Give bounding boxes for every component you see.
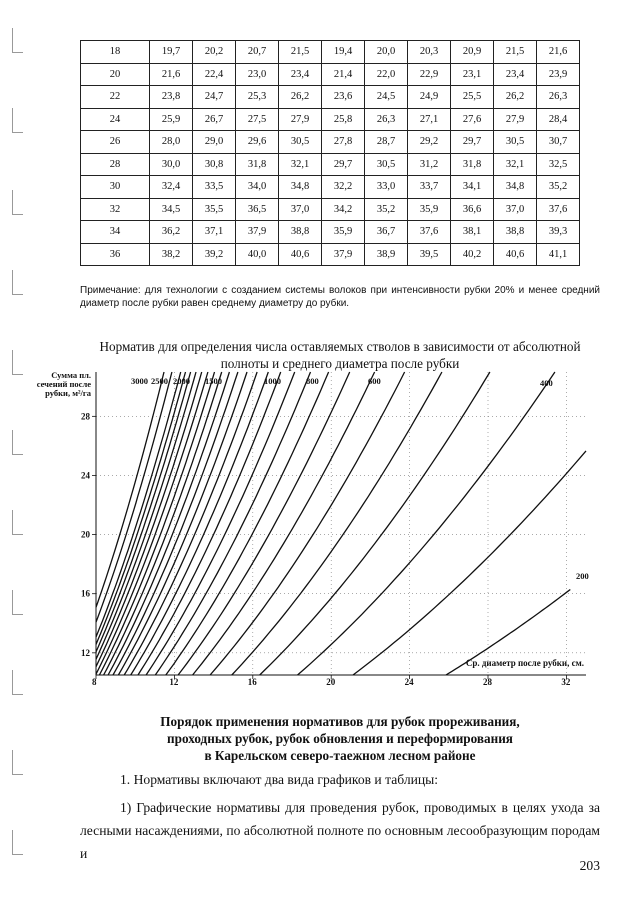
table-cell: 26,3 <box>537 86 580 109</box>
table-cell: 33,7 <box>408 176 451 199</box>
y-tick-label: 12 <box>81 647 90 658</box>
table-cell: 36,5 <box>236 198 279 221</box>
diameter-cell: 20 <box>81 63 150 86</box>
table-cell: 34,8 <box>494 176 537 199</box>
table-cell: 35,2 <box>537 176 580 199</box>
table-cell: 29,6 <box>236 131 279 154</box>
table-cell: 37,9 <box>236 221 279 244</box>
y-axis-label: сечений после <box>36 379 91 389</box>
table-row <box>81 243 580 266</box>
table-cell: 21,5 <box>494 41 537 64</box>
table-cell: 23,4 <box>494 63 537 86</box>
section-heading-line: Порядок применения нормативов для рубок прореживания, <box>160 714 520 729</box>
table-row <box>81 86 580 109</box>
table-cell: 28,7 <box>365 131 408 154</box>
table-cell: 30,5 <box>365 153 408 176</box>
table-cell: 27,5 <box>236 108 279 131</box>
x-tick-label: 20 <box>326 677 336 687</box>
table-row <box>81 176 580 199</box>
table-cell: 38,8 <box>494 221 537 244</box>
table-cell: 23,0 <box>236 63 279 86</box>
table-cell: 19,7 <box>150 41 193 64</box>
table-cell: 32,2 <box>322 176 365 199</box>
y-tick-label: 24 <box>81 470 90 481</box>
table-row <box>81 131 580 154</box>
table-cell: 32,5 <box>537 153 580 176</box>
table-cell: 40,0 <box>236 243 279 266</box>
binder-mark <box>12 750 23 775</box>
table-cell: 35,5 <box>193 198 236 221</box>
table-note: Примечание: для технологии с созданием системы волоков при интенсивности рубки 20% и менее средний диаметр после рубки равен среднему диаметру до рубки. <box>80 285 600 309</box>
table-cell: 34,8 <box>279 176 322 199</box>
table-cell: 34,1 <box>451 176 494 199</box>
table-cell: 38,9 <box>365 243 408 266</box>
table-cell: 33,5 <box>193 176 236 199</box>
table-cell: 37,0 <box>494 198 537 221</box>
table-cell: 25,5 <box>451 86 494 109</box>
section-heading-line: проходных рубок, рубок обновления и переформирования <box>167 731 513 746</box>
table-cell: 23,8 <box>150 86 193 109</box>
table-cell: 32,4 <box>150 176 193 199</box>
table-cell: 20,2 <box>193 41 236 64</box>
table-row <box>81 63 580 86</box>
table-row <box>81 221 580 244</box>
table-cell: 38,2 <box>150 243 193 266</box>
table-cell: 36,2 <box>150 221 193 244</box>
table-cell: 39,3 <box>537 221 580 244</box>
table-cell: 27,1 <box>408 108 451 131</box>
diameter-cell: 22 <box>81 86 150 109</box>
table-cell: 41,1 <box>537 243 580 266</box>
table-cell: 24,7 <box>193 86 236 109</box>
table-cell: 26,7 <box>193 108 236 131</box>
curve-label: 800 <box>306 376 319 386</box>
y-tick-label: 20 <box>81 529 90 540</box>
x-tick-label: 16 <box>247 677 257 687</box>
table-cell: 23,4 <box>279 63 322 86</box>
table-cell: 32,1 <box>494 153 537 176</box>
curve-series-line <box>210 372 405 675</box>
table-cell: 37,9 <box>322 243 365 266</box>
curve-label: 400 <box>540 378 553 388</box>
curve-label: 2000 <box>173 376 190 386</box>
table-cell: 26,3 <box>365 108 408 131</box>
table-cell: 22,4 <box>193 63 236 86</box>
table-cell: 35,9 <box>322 221 365 244</box>
table-cell: 25,9 <box>150 108 193 131</box>
table-cell: 21,4 <box>322 63 365 86</box>
table-cell: 30,7 <box>537 131 580 154</box>
x-tick-label: 28 <box>483 677 492 687</box>
binder-mark <box>12 190 23 215</box>
curve-series-line <box>260 372 490 675</box>
diameter-table <box>80 40 580 266</box>
table-cell: 30,8 <box>193 153 236 176</box>
table-cell: 29,7 <box>322 153 365 176</box>
y-tick-label: 16 <box>81 588 90 599</box>
diameter-cell: 36 <box>81 243 150 266</box>
table-row <box>81 41 580 64</box>
table-cell: 21,5 <box>279 41 322 64</box>
curve-series-line <box>96 372 164 607</box>
table-cell: 22,9 <box>408 63 451 86</box>
table-cell: 25,8 <box>322 108 365 131</box>
table-cell: 38,1 <box>451 221 494 244</box>
table-cell: 19,4 <box>322 41 365 64</box>
chart-title-line: Норматив для определения числа оставляемых стволов в зависимости от абсолютной <box>99 339 581 354</box>
table-cell: 27,6 <box>451 108 494 131</box>
y-tick-label: 28 <box>81 411 90 422</box>
table-cell: 34,2 <box>322 198 365 221</box>
table-cell: 38,8 <box>279 221 322 244</box>
table-cell: 30,5 <box>494 131 537 154</box>
binder-mark <box>12 28 23 53</box>
diameter-cell: 24 <box>81 108 150 131</box>
diameter-cell: 34 <box>81 221 150 244</box>
section-heading-line: в Карельском северо-таежном лесном районе <box>204 748 476 763</box>
table-cell: 21,6 <box>150 63 193 86</box>
table-cell: 31,8 <box>236 153 279 176</box>
table-cell: 25,3 <box>236 86 279 109</box>
table-cell: 39,5 <box>408 243 451 266</box>
table-cell: 29,2 <box>408 131 451 154</box>
table-cell: 20,0 <box>365 41 408 64</box>
table-cell: 27,8 <box>322 131 365 154</box>
binder-mark <box>12 270 23 295</box>
table-cell: 37,0 <box>279 198 322 221</box>
table-cell: 39,2 <box>193 243 236 266</box>
curve-label: 1500 <box>205 376 222 386</box>
binder-mark <box>12 830 23 855</box>
table-cell: 40,2 <box>451 243 494 266</box>
diameter-cell: 32 <box>81 198 150 221</box>
table-cell: 29,0 <box>193 131 236 154</box>
curve-series-line <box>353 451 586 675</box>
curve-label: 600 <box>368 376 381 386</box>
table-cell: 24,5 <box>365 86 408 109</box>
x-tick-label: 24 <box>404 677 414 687</box>
table-cell: 31,2 <box>408 153 451 176</box>
diameter-cell: 28 <box>81 153 150 176</box>
table-cell: 36,6 <box>451 198 494 221</box>
table-cell: 30,5 <box>279 131 322 154</box>
curve-label: 200 <box>576 571 589 581</box>
table-cell: 27,9 <box>494 108 537 131</box>
curve-series-line <box>155 372 310 675</box>
table-cell: 40,6 <box>494 243 537 266</box>
table-cell: 23,1 <box>451 63 494 86</box>
table-cell: 35,2 <box>365 198 408 221</box>
section-heading <box>80 713 600 764</box>
table-cell: 29,7 <box>451 131 494 154</box>
curve-label: 3000 <box>131 376 148 386</box>
page-number: 203 <box>579 858 600 873</box>
table-cell: 23,9 <box>537 63 580 86</box>
table-cell: 24,9 <box>408 86 451 109</box>
diameter-cell: 18 <box>81 41 150 64</box>
table-cell: 40,6 <box>279 243 322 266</box>
paragraph: 1) Графические нормативы для проведения рубок, проводимых в целях ухода за лесными насаждениями, по абсолютной полноте по основным лесообразующим породам и <box>80 800 600 861</box>
table-cell: 20,7 <box>236 41 279 64</box>
table-cell: 34,0 <box>236 176 279 199</box>
curve-label: 2500 <box>151 376 168 386</box>
table-cell: 36,7 <box>365 221 408 244</box>
binder-mark <box>12 108 23 133</box>
diameter-cell: 30 <box>81 176 150 199</box>
table-cell: 26,2 <box>494 86 537 109</box>
table-cell: 27,9 <box>279 108 322 131</box>
table-row <box>81 198 580 221</box>
table-cell: 32,1 <box>279 153 322 176</box>
curve-series-line <box>96 372 181 637</box>
x-tick-label: 32 <box>561 677 571 687</box>
table-cell: 20,3 <box>408 41 451 64</box>
x-tick-label: 12 <box>169 677 179 687</box>
x-axis-label: Ср. диаметр после рубки, см. <box>465 658 584 668</box>
table-cell: 30,0 <box>150 153 193 176</box>
table-cell: 31,8 <box>451 153 494 176</box>
diameter-cell: 26 <box>81 131 150 154</box>
table-cell: 35,9 <box>408 198 451 221</box>
y-axis-label: Сумма пл. <box>51 370 91 380</box>
paragraph: 1. Нормативы включают два вида графиков и таблицы: <box>120 772 439 787</box>
table-cell: 37,6 <box>408 221 451 244</box>
curve-label: 1000 <box>264 376 281 386</box>
chart-title-line: полноты и среднего диаметра после рубки <box>220 356 460 371</box>
table-cell: 20,9 <box>451 41 494 64</box>
table-cell: 22,0 <box>365 63 408 86</box>
curve-series-line <box>96 372 172 622</box>
table-cell: 37,6 <box>537 198 580 221</box>
table-cell: 33,0 <box>365 176 408 199</box>
table-row <box>81 108 580 131</box>
table-cell: 37,1 <box>193 221 236 244</box>
table-cell: 28,0 <box>150 131 193 154</box>
table-row <box>81 153 580 176</box>
table-cell: 26,2 <box>279 86 322 109</box>
x-tick-label: 8 <box>92 677 97 687</box>
table-cell: 23,6 <box>322 86 365 109</box>
table-cell: 28,4 <box>537 108 580 131</box>
table-cell: 34,5 <box>150 198 193 221</box>
y-axis-label: рубки, м²/га <box>45 388 91 398</box>
table-cell: 21,6 <box>537 41 580 64</box>
stem-count-chart <box>0 360 640 690</box>
